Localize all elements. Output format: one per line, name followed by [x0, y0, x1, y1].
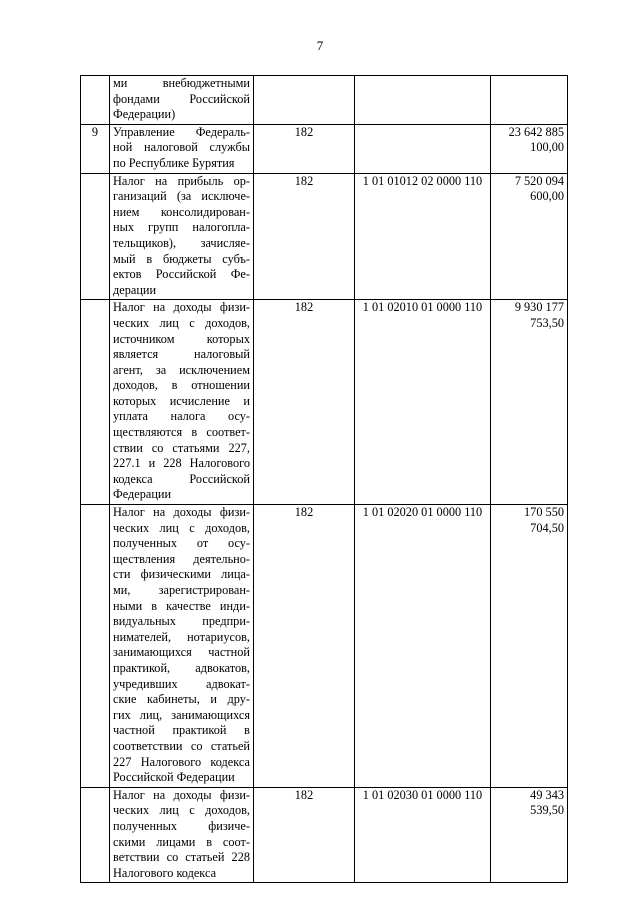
item-name-line: занимающихся частной [113, 645, 250, 660]
amount-line: 539,50 [530, 803, 564, 818]
item-name-line: Управление Федераль- [113, 124, 250, 139]
item-name-line: 227.1 и 228 Налогового [113, 456, 250, 471]
table-row [81, 173, 568, 300]
amount-cell [491, 505, 568, 788]
row-number-cell: 9 [81, 124, 110, 173]
item-name-line: которых исчисление и [113, 393, 250, 408]
item-name-line: ществления деятельно- [113, 551, 250, 566]
item-name-line: по Республике Бурятия [113, 155, 235, 170]
item-name-line: Налогового кодекса [113, 865, 217, 880]
item-name-cell [110, 787, 254, 883]
budget-code-cell: 1 01 02010 01 0000 110 [355, 300, 491, 505]
item-name-line: Налог на прибыль ор- [113, 173, 250, 188]
item-name-line: видуальных предпри- [113, 614, 250, 629]
amount-cell [491, 300, 568, 505]
budget-code-cell [355, 124, 491, 173]
item-name-line: полученных физиче- [113, 818, 250, 833]
item-name-line: является налоговый [113, 347, 250, 362]
budget-code-cell: 1 01 01012 02 0000 110 [355, 173, 491, 300]
admin-code-cell: 182 [254, 300, 355, 505]
admin-code-cell: 182 [254, 173, 355, 300]
item-name-cell [110, 124, 254, 173]
amount-cell [491, 124, 568, 173]
amount-line: 170 550 [524, 505, 564, 520]
item-name-line: ветствии со статьей 228 [113, 850, 250, 865]
item-name-cell [110, 505, 254, 788]
revenue-table [80, 75, 568, 883]
item-name-line: Налог на доходы физи- [113, 787, 250, 802]
row-number-cell [81, 173, 110, 300]
amount-line: 9 930 177 [514, 300, 564, 315]
item-name-line: ществляются в соответ- [113, 425, 250, 440]
amount-line: 100,00 [530, 140, 564, 155]
item-name-line: источником которых [113, 331, 250, 346]
item-name-line: ектов Российской Фе- [113, 267, 250, 282]
item-name-line: нием консолидирован- [113, 204, 250, 219]
item-name-line: уплата налога осу- [113, 409, 250, 424]
item-name-cell [110, 173, 254, 300]
item-name-line: ческих лиц с доходов, [113, 520, 250, 535]
page-number: 7 [316, 38, 324, 53]
item-name-line: соответствии со статьей [113, 738, 250, 753]
item-name-line: тельщиков), зачисляе- [113, 235, 250, 250]
amount-cell [491, 76, 568, 125]
amount-cell [491, 787, 568, 883]
item-name-line: Российской Федерации [113, 770, 235, 785]
amount-line: 23 642 885 [508, 124, 564, 139]
budget-code-cell [355, 76, 491, 125]
item-name-line: нимателей, нотариусов, [113, 629, 250, 644]
row-number-cell [81, 505, 110, 788]
item-name-line: ными в качестве инди- [113, 598, 250, 613]
amount-line: 7 520 094 [514, 173, 564, 188]
table-row [81, 505, 568, 788]
item-name-line: фондами Российской [113, 91, 250, 106]
item-name-line: Федерации [113, 487, 172, 502]
row-number-cell [81, 787, 110, 883]
amount-line: 600,00 [530, 189, 564, 204]
budget-code-cell: 1 01 02020 01 0000 110 [355, 505, 491, 788]
item-name-cell [110, 76, 254, 125]
item-name-cell [110, 300, 254, 505]
item-name-line: дерации [113, 282, 157, 297]
admin-code-cell [254, 76, 355, 125]
admin-code-cell: 182 [254, 505, 355, 788]
item-name-line: ганизаций (за исключе- [113, 189, 250, 204]
item-name-line: ствии со статьями 227, [113, 440, 250, 455]
item-name-line: мый в бюджеты субъ- [113, 251, 250, 266]
table-row [81, 300, 568, 505]
item-name-line: гих лиц, занимающихся [113, 707, 250, 722]
row-number-cell [81, 76, 110, 125]
table-row [81, 124, 568, 173]
item-name-line: ческих лиц с доходов, [113, 803, 250, 818]
item-name-line: полученных от осу- [113, 536, 250, 551]
item-name-line: практикой, адвокатов, [113, 660, 250, 675]
item-name-line: кодекса Российской [113, 471, 250, 486]
item-name-line: ми, зарегистрирован- [113, 583, 250, 597]
item-name-line: 227 Налогового кодекса [113, 754, 250, 769]
item-name-line: учредивших адвокат- [113, 676, 250, 691]
table-row [81, 76, 568, 125]
item-name-line: ческих лиц с доходов, [113, 315, 250, 330]
item-name-line: Федерации) [113, 107, 176, 122]
item-name-line: ми внебюджетными [113, 76, 250, 90]
budget-code-cell: 1 01 02030 01 0000 110 [355, 787, 491, 883]
item-name-line: Налог на доходы физи- [113, 300, 250, 315]
item-name-line: скими лицами в соот- [113, 834, 250, 849]
item-name-line: доходов, в отношении [113, 378, 250, 393]
item-name-line: ной налоговой службы [113, 140, 250, 155]
item-name-line: ных групп налогопла- [113, 220, 250, 235]
item-name-line: агент, за исключением [113, 362, 250, 377]
amount-cell [491, 173, 568, 300]
amount-line: 753,50 [530, 315, 564, 330]
row-number-cell [81, 300, 110, 505]
table-body [81, 76, 568, 883]
admin-code-cell: 182 [254, 787, 355, 883]
item-name-line: частной практикой в [113, 723, 250, 738]
item-name-line: Налог на доходы физи- [113, 505, 250, 520]
item-name-line: ские кабинеты, и дру- [113, 692, 250, 707]
item-name-line: сти физическими лица- [113, 567, 250, 582]
table-row [81, 787, 568, 883]
amount-line: 49 343 [530, 787, 564, 802]
amount-line: 704,50 [530, 520, 564, 535]
admin-code-cell: 182 [254, 124, 355, 173]
